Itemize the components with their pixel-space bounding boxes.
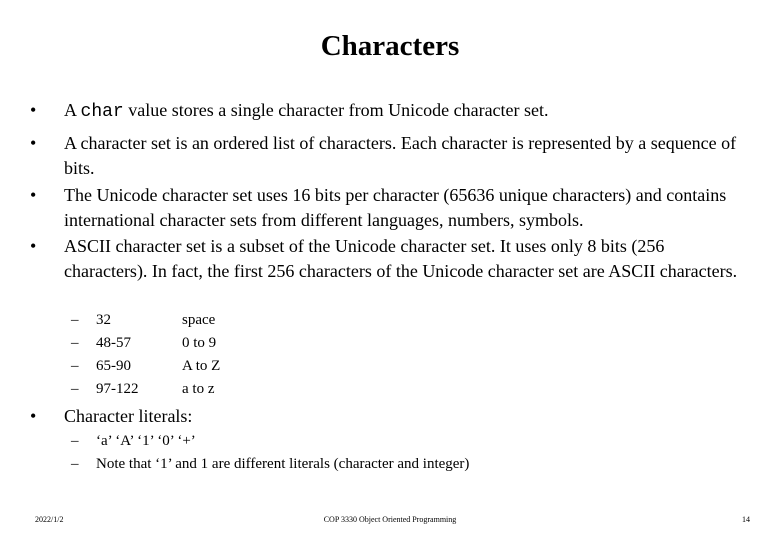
- dash-marker: –: [71, 335, 79, 351]
- bullet-text: [64, 98, 750, 125]
- code-keyword-char: char: [80, 102, 124, 122]
- ascii-range-meaning: space: [182, 312, 216, 328]
- bullet-ascii: [30, 234, 750, 284]
- bullet-text-post: value stores a single character from Unicode character set.: [123, 100, 549, 120]
- ascii-code-range: 65-90: [96, 358, 131, 374]
- ascii-code-range: 97-122: [96, 381, 139, 397]
- ascii-range-meaning: a to z: [182, 381, 215, 397]
- ascii-code-range: 32: [96, 312, 111, 328]
- ascii-range-meaning: A to Z: [182, 358, 221, 374]
- dash-marker: –: [71, 381, 79, 397]
- footer-page-number: 14: [742, 515, 750, 524]
- bullet-marker: •: [30, 185, 37, 205]
- literal-examples: ‘a’ ‘A’ ‘1’ ‘0’ ‘+’: [96, 433, 196, 449]
- footer-course: COP 3330 Object Oriented Programming: [323, 515, 457, 524]
- dash-marker: –: [71, 456, 79, 472]
- ascii-range-meaning: 0 to 9: [182, 335, 217, 351]
- bullet-text: The Unicode character set uses 16 bits per character (65636 unique characters) and contains international character sets from different languages, numbers, symbols.: [64, 185, 727, 230]
- dash-marker: –: [71, 312, 79, 328]
- bullet-marker: •: [30, 133, 37, 153]
- bullet-text-pre: A: [64, 100, 81, 120]
- literal-note: Note that ‘1’ and 1 are different literals (character and integer): [96, 456, 470, 472]
- bullet-text: ASCII character set is a subset of the Unicode character set. It uses only 8 bits (256 characters). In fact, the first 256 characters of the Unicode character set are ASCII characters.: [64, 236, 738, 281]
- bullet-marker: •: [30, 406, 37, 426]
- footer-date: 2022/1/2: [35, 515, 64, 524]
- bullet-char-value: [30, 98, 750, 125]
- bullet-character-set: [30, 131, 750, 181]
- slide-title: Characters: [320, 30, 460, 62]
- dash-marker: –: [71, 358, 79, 374]
- dash-marker: –: [71, 433, 79, 449]
- bullet-marker: •: [30, 236, 37, 256]
- bullet-character-literals: [30, 404, 750, 429]
- ascii-code-range: 48-57: [96, 335, 131, 351]
- bullet-unicode: [30, 183, 750, 233]
- bullet-text: Character literals:: [64, 406, 193, 426]
- bullet-marker: •: [30, 100, 37, 120]
- bullet-text: A character set is an ordered list of characters. Each character is represented by a sequence of bits.: [64, 133, 737, 178]
